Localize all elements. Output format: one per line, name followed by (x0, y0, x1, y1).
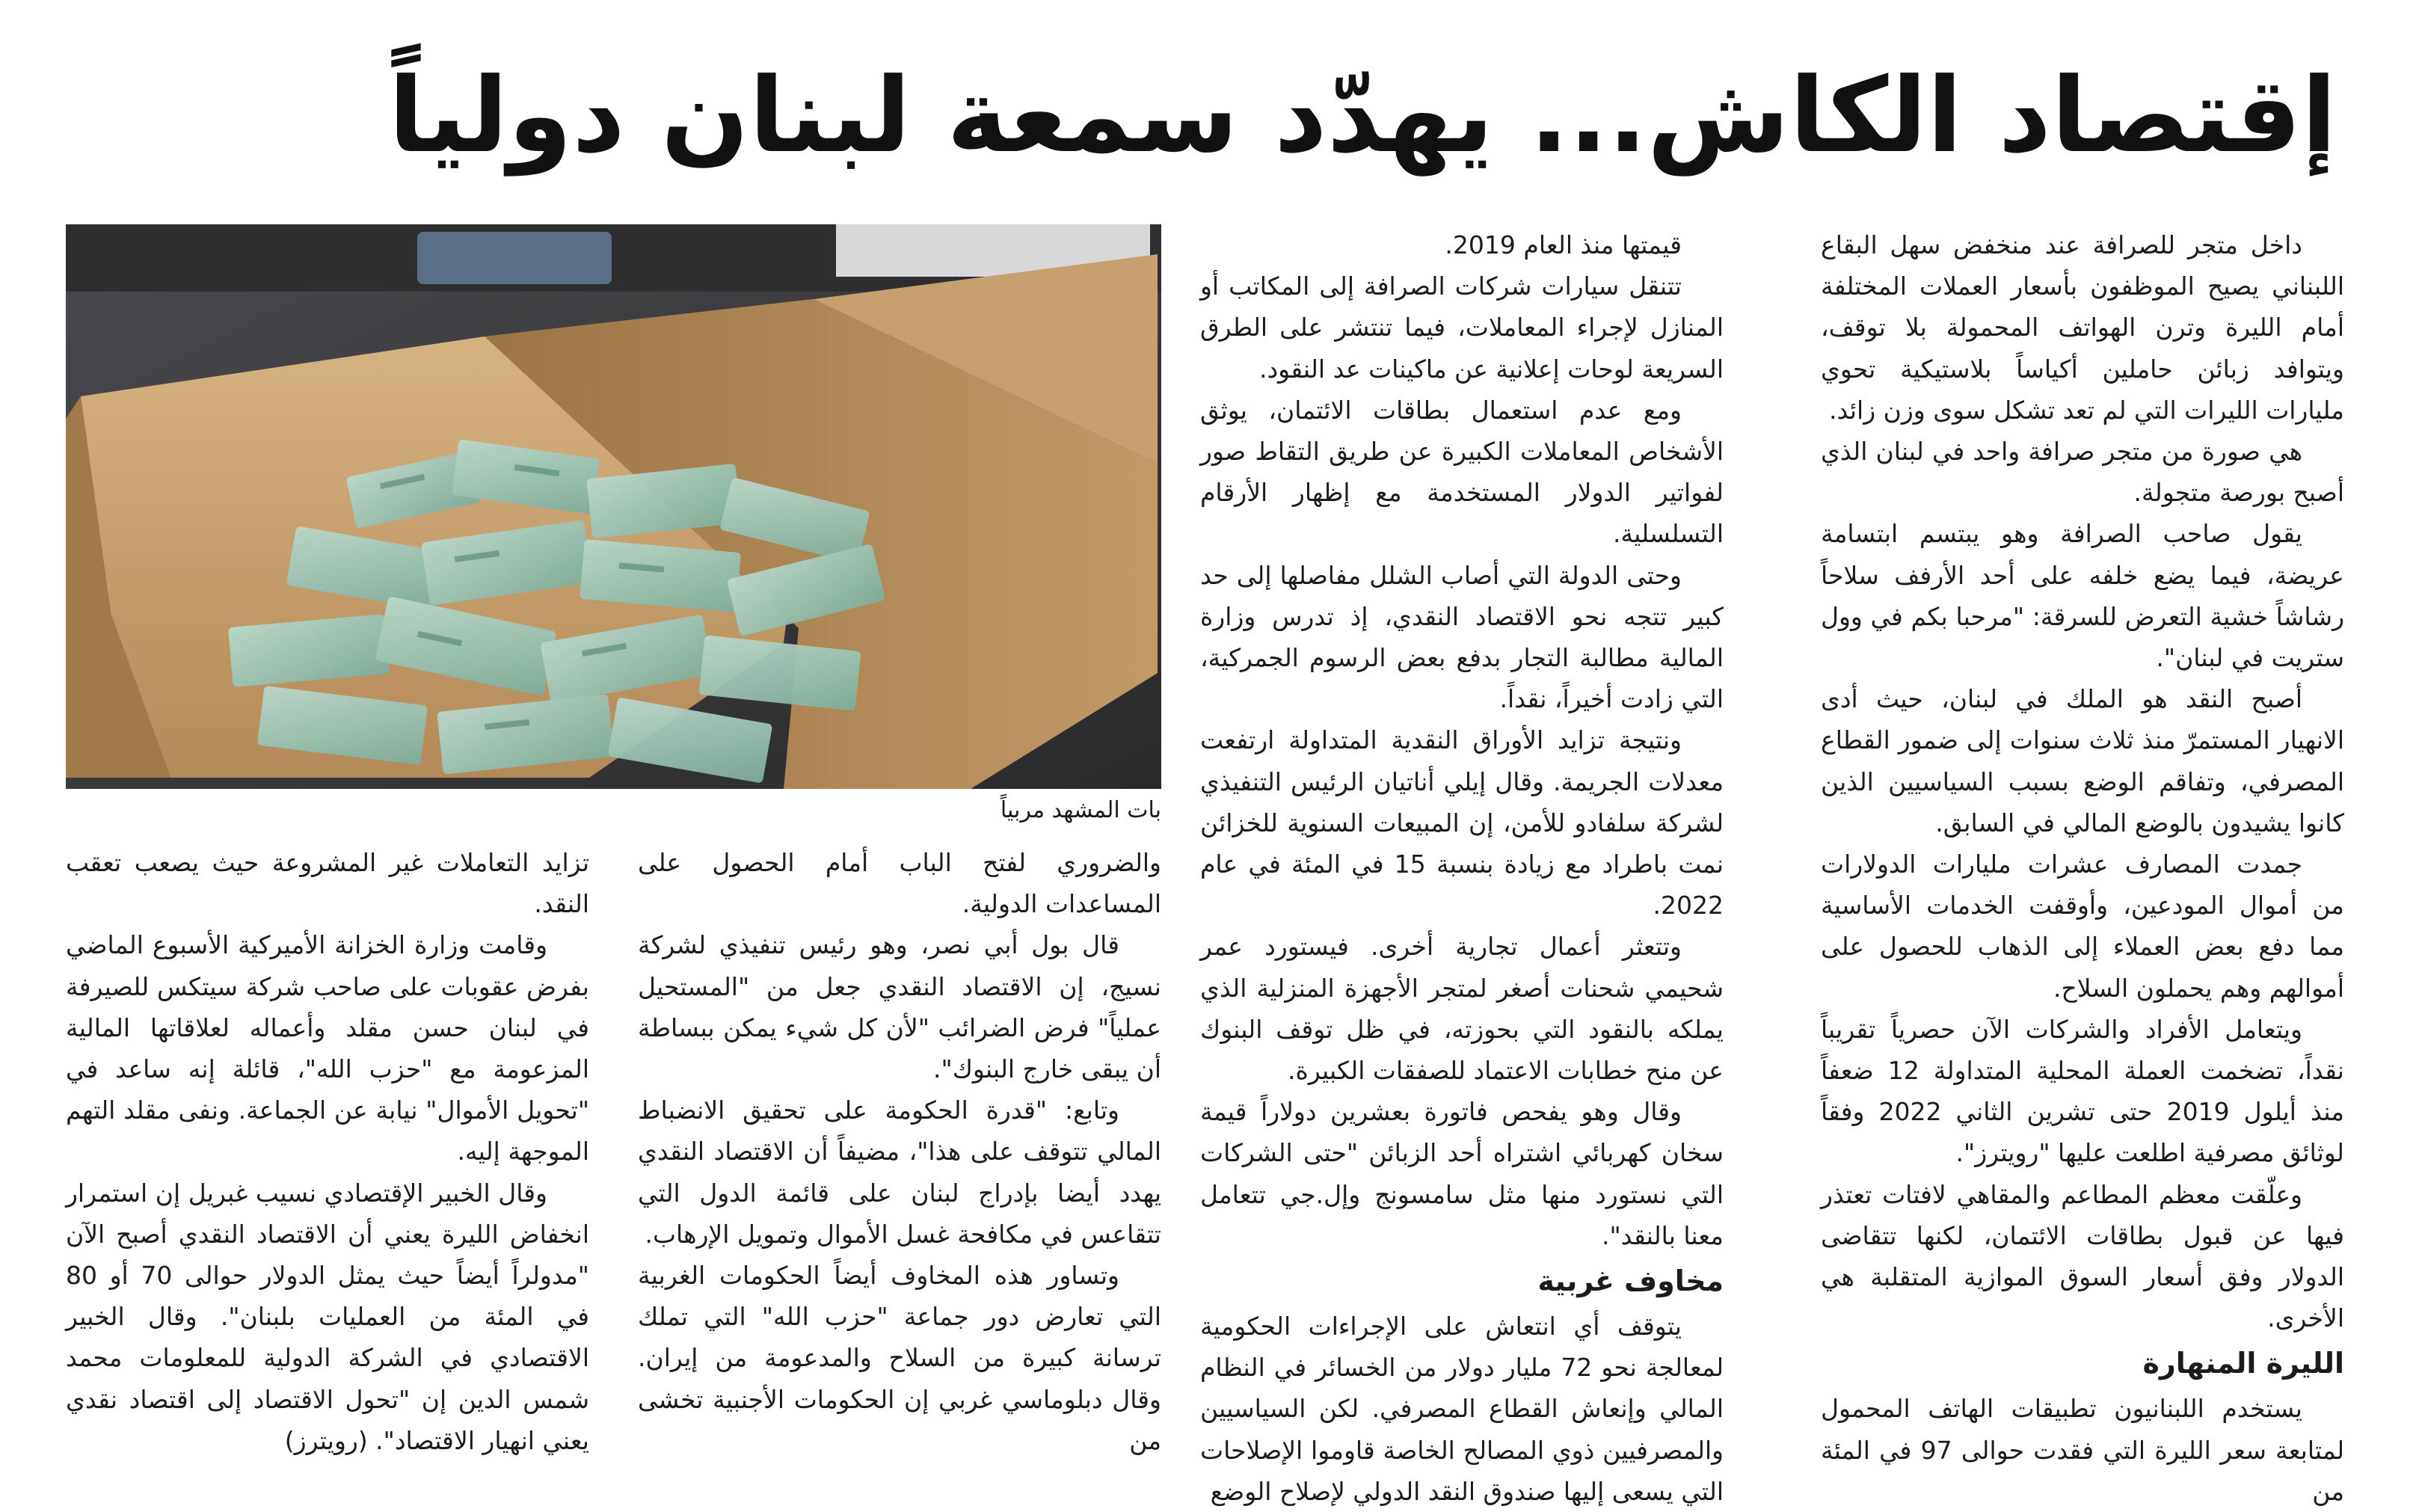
paragraph: أصبح النقد هو الملك في لبنان، حيث أدى الانهيار المستمرّ منذ ثلاث سنوات إلى ضمور القطاع المصرفي، وتفاقم الوضع بسبب السياسيين الذين كانوا يشيدون بالوضع المالي في السابق. (1821, 684, 2344, 838)
paragraph: تتنقل سيارات شركات الصرافة إلى المكاتب أو المنازل لإجراء المعاملات، فيما تنتشر على الطرق السريعة لوحات إعلانية عن ماكينات عد النقود. (1200, 271, 1724, 384)
paragraph: جمدت المصارف عشرات مليارات الدولارات من أموال المودعين، وأوقفت الخدمات الأساسية مما دفع بعض العملاء إلى الذهاب للحصول على أموالهم وهم يحملون السلاح. (1821, 849, 2344, 1003)
paragraph: وقامت وزارة الخزانة الأميركية الأسبوع الماضي بفرض عقوبات على صاحب شركة سيتكس للصيرفة في لبنان حسن مقلد وأعماله لعلاقاتها المالية المزعومة مع "حزب الله"، قائلة إنه ساعد في "تحويل الأموال" نيابة عن الجماعة. ونفى مقلد التهم الموجهة إليه. (66, 930, 589, 1167)
subheading-western-fears: مخاوف غربية (1537, 1264, 1724, 1298)
paragraph: ويتعامل الأفراد والشركات الآن حصرياً تقريباً نقداً، تضخمت العملة المحلية المتداولة 12 ضعفاً منذ أيلول 2019 حتى تشرين الثاني 2022 وفقاً لوثائق مصرفية اطلعت عليها "رويترز". (1821, 1014, 2344, 1168)
subheading-falling-lira: الليرة المنهارة (2142, 1347, 2344, 1380)
paragraph: وحتى الدولة التي أصاب الشلل مفاصلها إلى حد كبير تتجه نحو الاقتصاد النقدي، إذ تدرس وزارة المالية مطالبة التجار بدفع بعض الرسوم الجمركية، التي زادت أخيراً، نقداً. (1200, 560, 1724, 714)
article-headline: إقتصاد الكاش... يهدّد سمعة لبنان دولياً (388, 55, 2337, 176)
paragraph: وتابع: "قدرة الحكومة على تحقيق الانضباط المالي تتوقف على هذا"، مضيفاً أن الاقتصاد النقدي يهدد أيضا بإدراج لبنان على قائمة الدول التي تتقاعس في مكافحة غسل الأموال وتمويل الإرهاب. (638, 1095, 1161, 1249)
paragraph: وتتعثر أعمال تجارية أخرى. فيستورد عمر شحيمي شحنات أصغر لمتجر الأجهزة المنزلية الذي يملكه بالنقود التي بحوزته، في ظل توقف البنوك عن منح خطابات الاعتماد للصفقات الكبيرة. (1200, 932, 1724, 1086)
paragraph: وعلّقت معظم المطاعم والمقاهي لافتات تعتذر فيها عن قبول بطاقات الائتمان، لكنها تتقاضى الدولار وفق أسعار السوق الموازية المتقلبة هي الأخرى. (1821, 1179, 2344, 1333)
paragraph: يستخدم اللبنانيون تطبيقات الهاتف المحمول لمتابعة سعر الليرة التي فقدت حوالى 97 في المئة من (1821, 1394, 2345, 1506)
cash-box-photo (66, 224, 1161, 789)
paragraph: قال بول أبي نصر، وهو رئيس تنفيذي لشركة نسيج، إن الاقتصاد النقدي جعل من "المستحيل عملياً" فرض الضرائب "لأن كل شيء يمكن ببساطة أن يبقى خارج البنوك". (638, 930, 1161, 1084)
paragraph: ونتيجة تزايد الأوراق النقدية المتداولة ارتفعت معدلات الجريمة. وقال إيلي أناتيان الرئيس التنفيذي لشركة سلفادو للأمن، إن المبيعات السنوية للخزائن نمت باطراد مع زيادة بنسبة 15 في المئة في عام 2022. (1200, 725, 1724, 921)
paragraph: داخل متجر للصرافة عند منخفض سهل البقاع اللبناني يصيح الموظفون بأسعار العملات المختلفة أمام الليرة وترن الهواتف المحمولة بلا توقف، ويتوافد زبائن حاملين أكياساً بلاستيكية تحوي مليارات الليرات التي لم تعد تشكل سوى وزن زائد. (1821, 230, 2344, 425)
paragraph: والضروري لفتح الباب أمام الحصول على المساعدات الدولية. (638, 848, 1161, 919)
paragraph: هي صورة من متجر صرافة واحد في لبنان الذي أصبح بورصة متجولة. (1821, 437, 2344, 508)
paragraph: يتوقف أي انتعاش على الإجراءات الحكومية لمعالجة نحو 72 مليار دولار من الخسائر في النظام المالي وإنعاش القطاع المصرفي. لكن السياسيين والمصرفيين ذوي المصالح الخاصة قاوموا الإصلاحات التي يسعى إليها صندوق النقد الدولي لإصلاح الوضع (1200, 1312, 1724, 1506)
paragraph: قيمتها منذ العام 2019. (1445, 230, 1682, 259)
article-column-1 (1821, 224, 2344, 1512)
paragraph: ومع عدم استعمال بطاقات الائتمان، يوثق الأشخاص المعاملات الكبيرة عن طريق التقاط صور لفواتير الدولار المستخدمة مع إظهار الأرقام التسلسلية. (1200, 395, 1724, 549)
paragraph: وتساور هذه المخاوف أيضاً الحكومات الغربية التي تعارض دور جماعة "حزب الله" التي تملك ترسانة كبيرة من السلاح والمدعومة من إيران. وقال دبلوماسي غربي إن الحكومات الأجنبية تخشى من (638, 1261, 1161, 1455)
banknotes-box-image (66, 224, 1161, 789)
paragraph: وقال وهو يفحص فاتورة بعشرين دولاراً قيمة سخان كهربائي اشتراه أحد الزبائن "حتى الشركات التي نستورد منها مثل سامسونج وإل.جي تتعامل معنا بالنقد". (1200, 1097, 1724, 1250)
paragraph: تزايد التعاملات غير المشروعة حيث يصعب تعقب النقد. (66, 848, 589, 919)
photo-caption: بات المشهد مربياً (1000, 797, 1161, 823)
paragraph: وقال الخبير الإقتصادي نسيب غبريل إن استمرار انخفاض الليرة يعني أن الاقتصاد النقدي أصبح الآن "مدولراً أيضاً حيث يمثل الدولار حوالى 70 أو 80 في المئة من العمليات بلبنان". وقال الخبير الاقتصادي في الشركة الدولية للمعلومات محمد شمس الدين إن "تحول الاقتصاد إلى اقتصاد نقدي يعني انهيار الاقتصاد". (رويترز) (66, 1178, 589, 1455)
article-column-4 (66, 842, 589, 1461)
paragraph: يقول صاحب الصرافة وهو يبتسم ابتسامة عريضة، فيما يضع خلفه على أحد الأرفف سلاحاً رشاشاً خشية التعرض للسرقة: "مرحبا بكم في وول ستريت في لبنان". (1821, 519, 2344, 673)
article-column-2 (1200, 224, 1724, 1512)
article-column-3 (638, 842, 1161, 1461)
